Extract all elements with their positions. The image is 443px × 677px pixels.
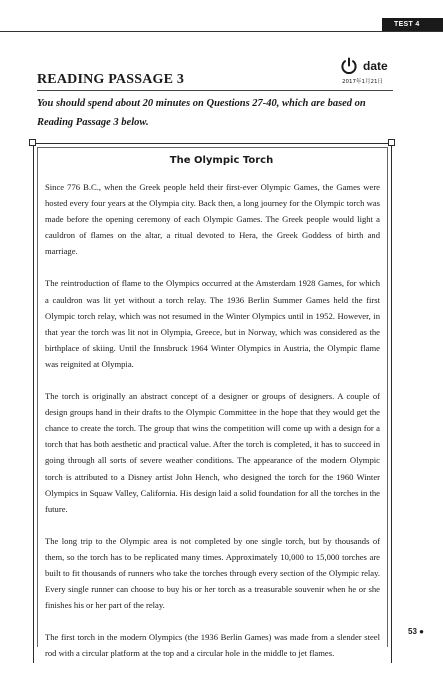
- bullet-icon: ●: [419, 627, 424, 636]
- frame-corner-ornament: [388, 139, 395, 146]
- passage-paragraph: The long trip to the Olympic area is not completed by one single torch, but by thousands of them, so the torch has to be replicated many times. Approximately 10,000 to 15,000 torches are built to fit thousands of runners who take the torches through every section of the Olympic relay. Every single runner can choose to buy his or her torch as a treasurable souvenir when he or she finishes his or her part of the relay.: [45, 535, 380, 611]
- test-number-tab: [382, 18, 443, 31]
- passage-title: The Olympic Torch: [169, 155, 274, 166]
- page-number: [408, 627, 424, 636]
- test-label: TEST 4: [394, 21, 420, 28]
- date-label: date: [363, 59, 388, 73]
- section-rule: [37, 90, 393, 91]
- section-title: READING PASSAGE 3: [37, 72, 185, 87]
- passage-paragraph: The first torch in the modern Olympics (the 1936 Berlin Games) was made from a slender steel rod with a circular platform at the top and a circular hole in the middle to jet flames.: [45, 632, 380, 659]
- frame-corner-ornament: [29, 139, 36, 146]
- passage-paragraph: The torch is originally an abstract concept of a designer or groups of designers. A couple of design groups hand in their drafts to the Olympic Committee in the hope that they would get the chance to create the torch. The group that wins the competition will come up with a design for a torch that has both aesthetic and practical value. After the torch is completed, it has to succeed in going through all sorts of severe weather conditions. The appearance of the modern Olympic torch is attributed to a Disney artist John Hench, who designed the torch for the 1960 Winter Olympics in Squaw Valley, California. His design laid a solid foundation for all the torches in the future.: [45, 391, 380, 514]
- power-clock-icon: [340, 57, 358, 75]
- date-stamp: [338, 57, 418, 89]
- date-value: 2017年1月21日: [342, 79, 383, 85]
- header-rule: [0, 31, 443, 32]
- passage-body: [45, 179, 380, 677]
- page-number-value: 53: [408, 627, 417, 636]
- passage-paragraph: The reintroduction of flame to the Olympics occurred at the Amsterdam 1928 Games, for which a cauldron was lit yet without a torch relay. The 1936 Berlin Summer Games held the first Olympic torch relay, which was not resumed in the Winter Olympics until in 1952. However, in that year the torch was lit not in Olympia, Greece, but in Norway, which was considered as the birthplace of skiing. Until the Innsbruck 1964 Winter Olympics in Austria, the Olympic flame was reignited at Olympia.: [45, 278, 380, 369]
- instructions: You should spend about 20 minutes on Questions 27-40, which are based on Reading Passage 3 below.: [37, 98, 366, 128]
- passage-paragraph: Since 776 B.C., when the Greek people held their first-ever Olympic Games, the Games were hosted every four years at the Olympia city. Back then, a long journey for the Olympic torch was made before the opening ceremony of each Olympic Games. The Greek people would light a cauldron of flames on the altar, a ritual devoted to Hera, the Greek Goddess of birth and marriage.: [45, 182, 380, 257]
